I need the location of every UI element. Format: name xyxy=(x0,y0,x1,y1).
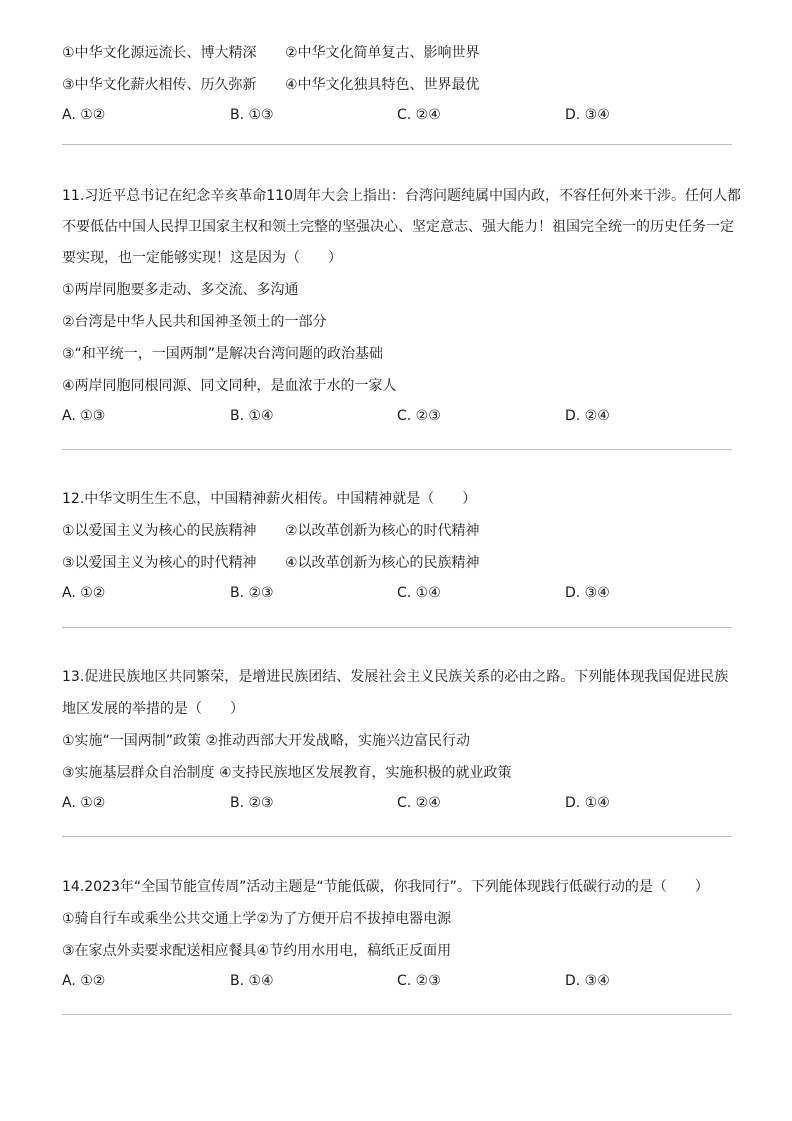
q14-option-a[interactable]: A. ①② xyxy=(62,973,106,989)
q13-option-d[interactable]: D. ①④ xyxy=(565,795,610,811)
q10-statement-4: ④中华文化独具特色、世界最优 xyxy=(285,77,480,93)
divider xyxy=(62,1014,732,1015)
q10-option-a[interactable]: A. ①② xyxy=(62,107,106,123)
q10-statement-1: ①中华文化源远流长、博大精深 xyxy=(62,45,257,61)
q14-option-c[interactable]: C. ②③ xyxy=(397,973,441,989)
q12-option-b[interactable]: B. ②③ xyxy=(230,585,274,601)
q14-statements-line-2: ③在家点外卖要求配送相应餐具④节约用水用电，稿纸正反面用 xyxy=(62,943,452,959)
q13-option-c[interactable]: C. ②④ xyxy=(397,795,441,811)
q13-statements-line-1: ①实施“一国两制”政策 ②推动西部大开发战略，实施兴边富民行动 xyxy=(62,733,471,749)
q11-option-c[interactable]: C. ②③ xyxy=(397,408,441,424)
q12-statement-2: ②以改革创新为核心的时代精神 xyxy=(285,523,480,539)
q11-statement-3: ③“和平统一，一国两制”是解决台湾问题的政治基础 xyxy=(62,346,384,362)
q14-stem: 14.2023年“全国节能宣传周”活动主题是“节能低碳，你我同行”。下列能体现践行低碳行动的是（ ） xyxy=(62,879,709,895)
q10-option-b[interactable]: B. ①③ xyxy=(230,107,274,123)
divider xyxy=(62,144,732,145)
q11-stem-line-1: 11.习近平总书记在纪念辛亥革命110周年大会上指出：台湾问题纯属中国内政，不容任何外来干涉。任何人都 xyxy=(62,188,741,204)
q11-statement-1: ①两岸同胞要多走动、多交流、多沟通 xyxy=(62,282,299,298)
q10-statement-2: ②中华文化简单复古、影响世界 xyxy=(285,45,480,61)
q12-statement-3: ③以爱国主义为核心的时代精神 xyxy=(62,555,257,571)
q11-statement-4: ④两岸同胞同根同源、同文同种，是血浓于水的一家人 xyxy=(62,378,397,394)
q14-statements-line-1: ①骑自行车或乘坐公共交通上学②为了方便开启不拔掉电器电源 xyxy=(62,911,452,927)
q10-statement-3: ③中华文化薪火相传、历久弥新 xyxy=(62,77,257,93)
q10-option-d[interactable]: D. ③④ xyxy=(565,107,610,123)
q11-statement-2: ②台湾是中华人民共和国神圣领土的一部分 xyxy=(62,314,327,330)
q11-stem-line-3: 要实现，也一定能够实现！这是因为（ ） xyxy=(62,250,342,266)
q10-option-c[interactable]: C. ②④ xyxy=(397,107,441,123)
divider xyxy=(62,836,732,837)
q13-options xyxy=(62,795,742,815)
q14-options xyxy=(62,973,742,993)
q13-stem-line-1: 13.促进民族地区共同繁荣，是增进民族团结、发展社会主义民族关系的必由之路。下列能体现我国促进民族 xyxy=(62,669,729,685)
divider xyxy=(62,449,732,450)
q11-option-b[interactable]: B. ①④ xyxy=(230,408,274,424)
q14-option-b[interactable]: B. ①④ xyxy=(230,973,274,989)
q12-option-d[interactable]: D. ③④ xyxy=(565,585,610,601)
q12-option-a[interactable]: A. ①② xyxy=(62,585,106,601)
q14-option-d[interactable]: D. ③④ xyxy=(565,973,610,989)
q13-stem-line-2: 地区发展的举措的是（ ） xyxy=(62,701,244,717)
q12-statement-1: ①以爱国主义为核心的民族精神 xyxy=(62,523,257,539)
q11-option-a[interactable]: A. ①③ xyxy=(62,408,106,424)
q13-option-a[interactable]: A. ①② xyxy=(62,795,106,811)
q12-stem: 12.中华文明生生不息，中国精神薪火相传。中国精神就是（ ） xyxy=(62,491,477,507)
q10-options xyxy=(62,107,742,127)
q11-options xyxy=(62,408,742,428)
q12-option-c[interactable]: C. ①④ xyxy=(397,585,441,601)
q12-statement-4: ④以改革创新为核心的民族精神 xyxy=(285,555,480,571)
q12-options xyxy=(62,585,742,605)
q11-option-d[interactable]: D. ②④ xyxy=(565,408,610,424)
q13-statements-line-2: ③实施基层群众自治制度 ④支持民族地区发展教育，实施积极的就业政策 xyxy=(62,765,512,781)
q11-stem-line-2: 不要低估中国人民捍卫国家主权和领土完整的坚强决心、坚定意志、强大能力！祖国完全统一的历史任务一定 xyxy=(62,219,734,235)
divider xyxy=(62,627,732,628)
q13-option-b[interactable]: B. ②③ xyxy=(230,795,274,811)
